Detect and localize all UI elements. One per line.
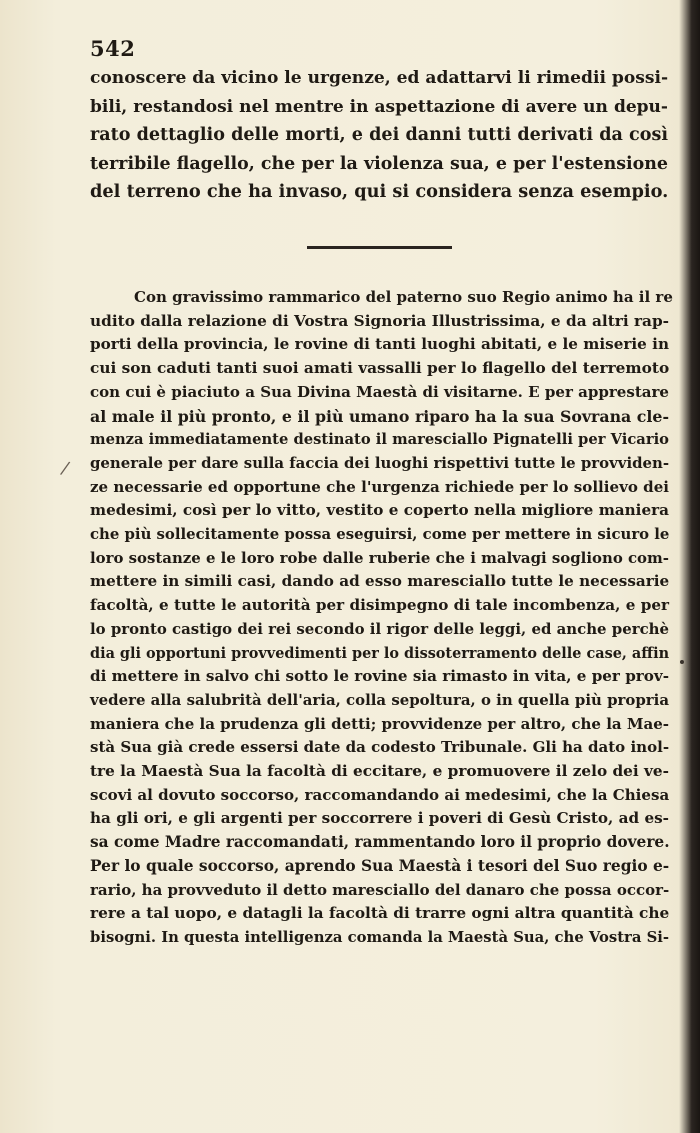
text-line: con cui è piaciuto a Sua Divina Maestà di visitarne. E per apprestare	[90, 382, 669, 401]
text-line: loro sostanze e le loro robe dalle ruberie che i malvagi sogliono com-	[90, 548, 669, 567]
text-line: rato dettaglio delle morti, e dei danni tutti derivati da così	[90, 125, 668, 145]
text-line: stà Sua già crede essersi date da codesto Tribunale. Gli ha dato inol-	[90, 738, 670, 757]
text-line: bisogni. In questa intelligenza comanda la Maestà Sua, che Vostra Si-	[90, 928, 670, 946]
text-line: porti della provincia, le rovine di tanti luoghi abitati, e le miserie in	[90, 335, 669, 354]
margin-pencil-mark: /	[58, 457, 72, 480]
text-line: ha gli ori, e gli argenti per soccorrere i poveri di Gesù Cristo, ad es-	[90, 809, 669, 828]
text-line: terribile flagello, che per la violenza sua, e per l'estensione	[90, 153, 668, 174]
text-line: ze necessarie ed opportune che l'urgenza richiede per lo sollievo dei	[90, 477, 669, 496]
text-line: generale per dare sulla faccia dei luoghi rispettivi tutte le provviden-	[90, 453, 670, 472]
text-line: tre la Maestà Sua la facoltà di eccitare, e promuovere il zelo dei ve-	[90, 762, 669, 781]
text-line: Per lo quale soccorso, aprendo Sua Maestà i tesori del Suo regio e-	[90, 856, 670, 875]
main-paragraph	[90, 286, 673, 950]
text-line: scovi al dovuto soccorso, raccomandando ai medesimi, che la Chiesa	[90, 785, 670, 804]
text-line: mettere in simili casi, dando ad esso maresciallo tutte le necessarie	[90, 572, 670, 591]
text-line: medesimi, così per lo vitto, vestito e coperto nella migliore maniera	[90, 501, 669, 520]
text-line: di mettere in salvo chi sotto le rovine sia rimasto in vita, e per prov-	[90, 667, 669, 686]
text-line: bili, restandosi nel mentre in aspettazione di avere un depu-	[90, 96, 668, 117]
top-paragraph	[90, 64, 668, 207]
text-line: del terreno che ha invaso, qui si considera senza esempio.	[90, 181, 669, 202]
text-line: menza immediatamente destinato il maresciallo Pignatelli per Vicario	[90, 431, 669, 449]
text-line: al male il più pronto, e il più umano riparo ha la sua Sovrana cle-	[90, 406, 669, 426]
text-line: udito dalla relazione di Vostra Signoria Illustrissima, e da altri rap-	[90, 311, 669, 330]
text-line: sa come Madre raccomandati, rammentando loro il proprio dovere.	[90, 833, 670, 852]
ink-speck	[680, 660, 684, 664]
text-line: lo pronto castigo dei rei secondo il rigor delle leggi, ed anche perchè	[90, 619, 669, 638]
text-line: facoltà, e tutte le autorità per disimpegno di tale incombenza, e per	[90, 596, 670, 615]
text-line: cui son caduti tanti suoi amati vassalli per lo flagello del terremoto	[90, 359, 670, 378]
page-number: 542	[90, 36, 136, 61]
text-line: conoscere da vicino le urgenze, ed adattarvi li rimedii possi-	[90, 68, 669, 88]
text-line: vedere alla salubrità dell'aria, colla sepoltura, o in quella più propria	[90, 690, 669, 709]
text-line: rario, ha provveduto il detto maresciallo del danaro che possa occor-	[90, 880, 670, 899]
text-line: dia gli opportuni provvedimenti per lo dissoterramento delle case, affin	[90, 644, 670, 662]
text-line: Con gravissimo rammarico del paterno suo Regio animo ha il re	[134, 288, 673, 306]
text-line: maniera che la prudenza gli detti; provvidenze per altro, che la Mae-	[90, 714, 669, 733]
text-line: rere a tal uopo, e datagli la facoltà di trarre ogni altra quantità che	[90, 904, 670, 923]
section-divider	[307, 246, 452, 249]
text-line: che più sollecitamente possa eseguirsi, come per mettere in sicuro le	[90, 525, 670, 544]
